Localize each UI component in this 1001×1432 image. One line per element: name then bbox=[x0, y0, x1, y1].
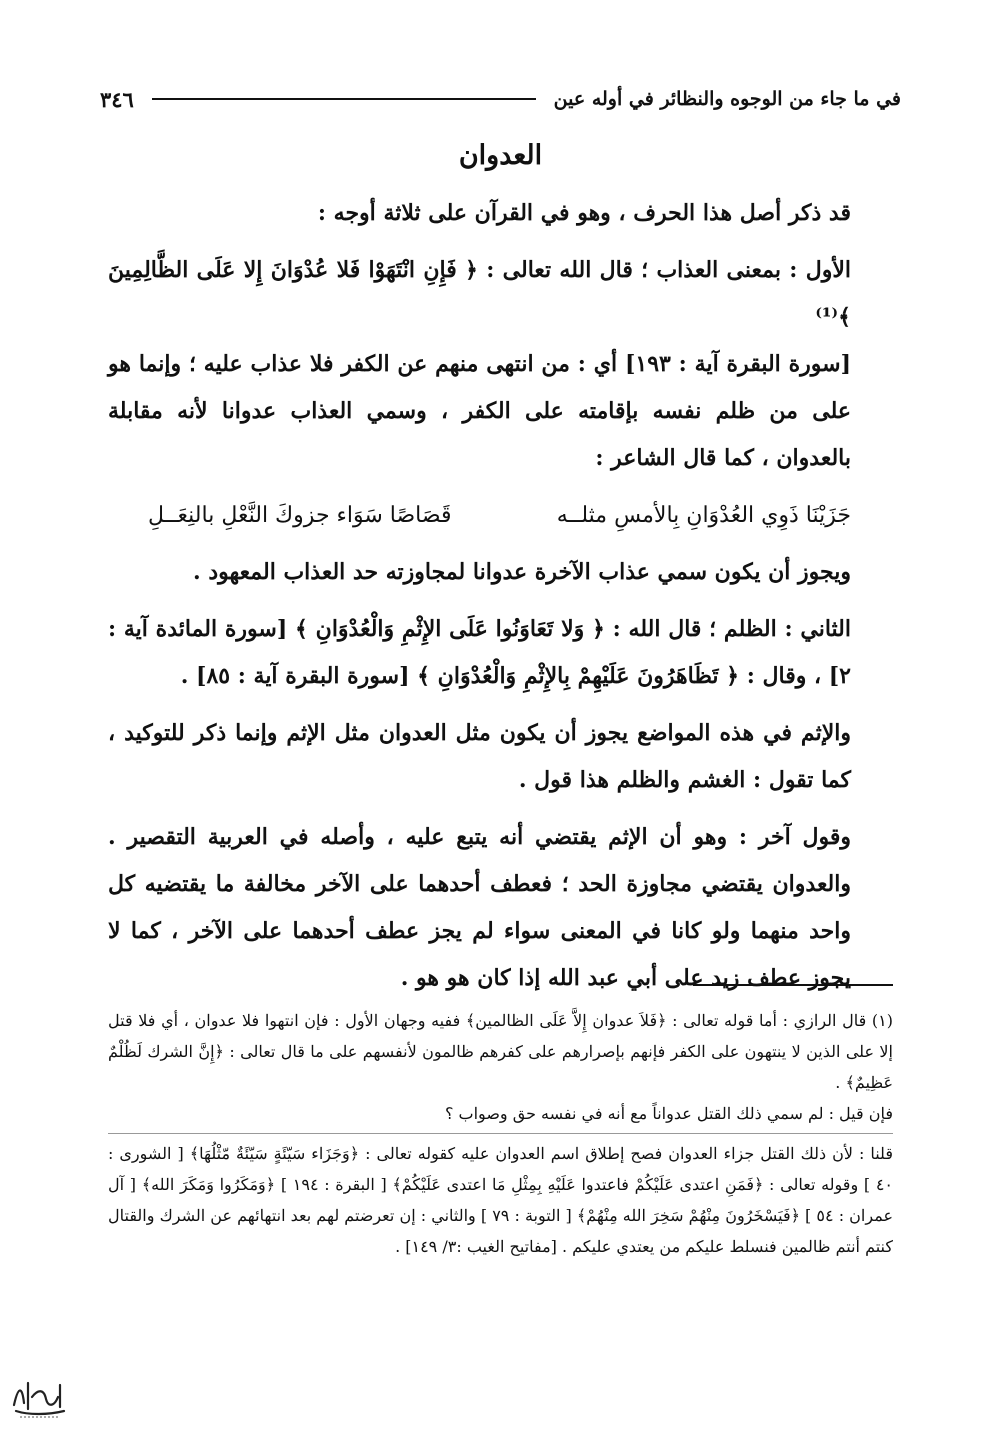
section-title: العدوان bbox=[458, 140, 543, 171]
footnotes bbox=[108, 1005, 893, 1262]
main-text bbox=[108, 190, 851, 1012]
first-meaning-extra: ويجوز أن يكون سمي عذاب الآخرة عدوانا لمجاوزته حد العذاب المعهود . bbox=[193, 559, 851, 585]
verse-hemistich-second: قَصَاصًا سَوَاء جزوكَ النَّعْلِ بالنِعَــلِ bbox=[148, 503, 452, 528]
running-title: في ما جاء من الوجوه والنظائر في أوله عين bbox=[553, 88, 901, 110]
header-rule bbox=[152, 98, 536, 100]
calligraphy-logo-icon bbox=[8, 1375, 70, 1423]
footnote-separator bbox=[693, 984, 893, 986]
intro-paragraph: قد ذكر أصل هذا الحرف ، وهو في القرآن على ثلاثة أوجه : bbox=[317, 200, 851, 226]
verse-hemistich-first: جَزَيْنَا ذَوِي العُدْوَانِ بِالأمسِ مثلــه bbox=[556, 503, 851, 528]
first-meaning-line: الأول : بمعنى العذاب ؛ قال الله تعالى : ﴿ فَإِنِ انْتَهَوْا فَلا عُدْوَانَ إِلا عَلَى الظَّالِمِينَ ﴾⁽¹⁾ bbox=[108, 257, 851, 330]
second-meaning-paragraph: الثاني : الظلم ؛ قال الله : ﴿ وَلا تَعَاوَنُوا عَلَى الإِثْمِ وَالْعُدْوَانِ ﴾ [سورة المائدة آية : ٢] ، وقال : ﴿ تَظَاهَرُونَ عَلَيْهِمْ بِالإِثْمِ وَالْعُدْوَانِ ﴾ [سورة البقرة آية : ٨٥] . bbox=[108, 616, 851, 689]
footnote-divider bbox=[108, 1133, 893, 1134]
third-paragraph: والإثم في هذه المواضع يجوز أن يكون مثل العدوان مثل الإثم وإنما ذكر للتوكيد ، كما تقول : الغشم والظلم هذا قول . bbox=[108, 720, 851, 793]
running-header bbox=[100, 82, 901, 116]
poetry-verse bbox=[108, 492, 851, 539]
first-meaning-explanation: [سورة البقرة آية : ١٩٣] أي : من انتهى منهم عن الكفر فلا عذاب عليه ؛ وإنما هو على من ظلم نفسه بإقامته على الكفر ، وسمي العذاب عدوانا لأنه مقابلة بالعدوان ، كما قال الشاعر : bbox=[108, 351, 851, 471]
fourth-paragraph: وقول آخر : وهو أن الإثم يقتضي أنه يتبع عليه ، وأصله في العربية التقصير . والعدوان يقتضي مجاوزة الحد ؛ فعطف أحدهما على الآخر مخالفة ما يقتضيه كل واحد منهما ولو كانا في المعنى سواء لم يجز عطف أحدهما على الآخر ، كما لا يجوز عطف زيد على أبي عبد الله إذا كان هو هو . bbox=[108, 824, 851, 991]
footnote-1-part-a: (١) قال الرازي : أما قوله تعالى : ﴿فَلاَ عدوان إِلاَّ عَلَى الظالمين﴾ ففيه وجهان الأول : فإن انتهوا فلا عدوان ، أي فلا قتل إلا على الذين لا ينتهون على الكفر فإنهم بإصرارهم على كفرهم ظالمون لأنفسهم على ما قال تعالى : ﴿إِنَّ الشرك لَظُلْمٌ عَظِيمٌ﴾ . bbox=[108, 1011, 893, 1092]
publisher-logo bbox=[8, 1375, 70, 1423]
page-number: ٣٤٦ bbox=[100, 86, 134, 112]
footnote-1-part-b: فإن قيل : لم سمي ذلك القتل عدواناً مع أنه في نفسه حق وصواب ؟ bbox=[444, 1104, 893, 1123]
footnote-1-part-c: قلنا : لأن ذلك القتل جزاء العدوان فصح إطلاق اسم العدوان عليه كقوله تعالى : ﴿وَجَزَاء سَيّئَةٍ سَيّئَةٌ مّثْلُهَا﴾ [ الشورى : ٤٠ ] وقوله تعالى : ﴿فَمَنِ اعتدى عَلَيْكُمْ فاعتدوا عَلَيْهِ بِمِثْلِ مَا اعتدى عَلَيْكُمْ﴾ [ البقرة : ١٩٤ ] ﴿وَمَكَرُوا وَمَكَرَ الله﴾ [ آل عمران : ٥٤ ] ﴿فَيَسْخَرُونَ مِنْهُمْ سَخِرَ الله مِنْهُمْ﴾ [ التوبة : ٧٩ ] والثاني : إن تعرضتم لهم بعد انتهائهم عن الشرك والقتال كنتم أنتم ظالمين فنسلط عليكم من يعتدي عليكم . [مفاتيح الغيب :٣/ ١٤٩] . bbox=[108, 1144, 894, 1256]
